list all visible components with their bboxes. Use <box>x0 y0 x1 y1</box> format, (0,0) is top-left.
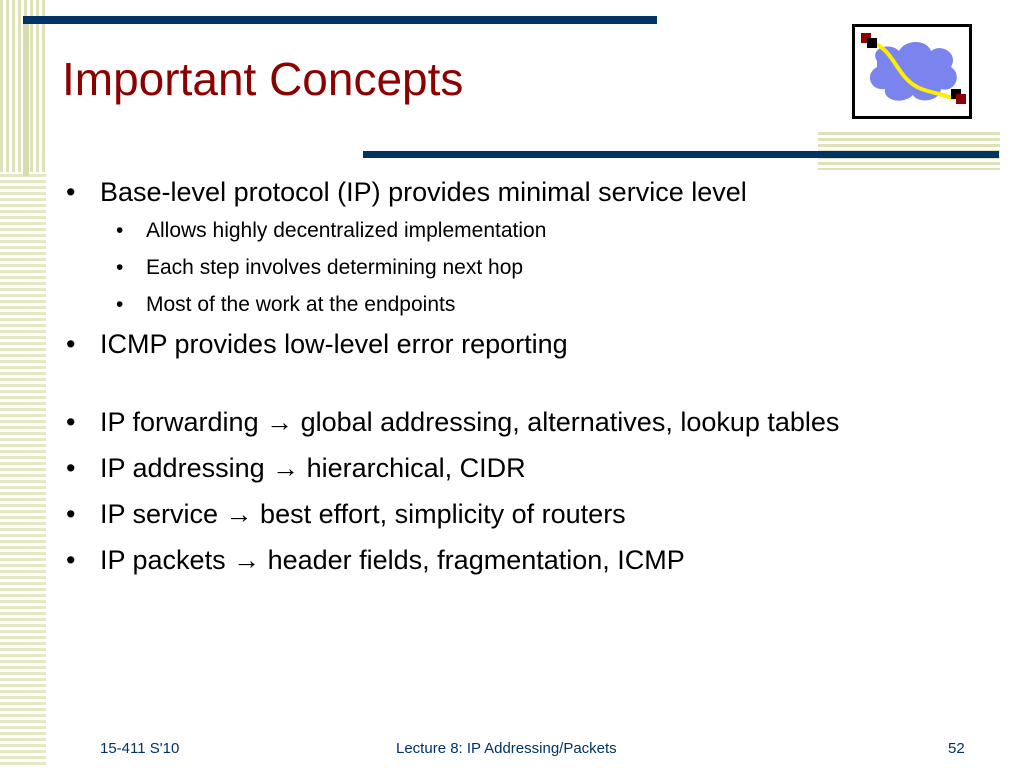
bullet-addressing: • IP addressing → hierarchical, CIDR <box>60 452 960 484</box>
sub-bullet-decentralized: • Allows highly decentralized implementation <box>60 218 960 244</box>
bullet-icmp: • ICMP provides low-level error reporting <box>60 328 960 360</box>
footer-course: 15-411 S'10 <box>100 740 180 757</box>
sub-bullet-next-hop: • Each step involves determining next hop <box>60 255 960 281</box>
top-bar-decoration <box>23 16 657 24</box>
network-cloud-icon <box>852 24 972 119</box>
top-vertical-decoration <box>23 16 29 176</box>
footer-lecture: Lecture 8: IP Addressing/Packets <box>396 740 617 757</box>
bullet-forwarding: • IP forwarding → global addressing, alternatives, lookup tables <box>60 406 960 438</box>
slide-title: Important Concepts <box>62 53 464 105</box>
bullet-packets: • IP packets → header fields, fragmentation, ICMP <box>60 544 960 576</box>
sub-bullet-endpoints: • Most of the work at the endpoints <box>60 292 960 318</box>
bullet-service: • IP service → best effort, simplicity of routers <box>60 498 960 530</box>
title-underline-bar <box>363 151 999 158</box>
bullet-base-level: • Base-level protocol (IP) provides minimal service level <box>60 176 960 208</box>
footer-page-number: 52 <box>948 740 965 757</box>
bullet-list <box>60 176 960 576</box>
